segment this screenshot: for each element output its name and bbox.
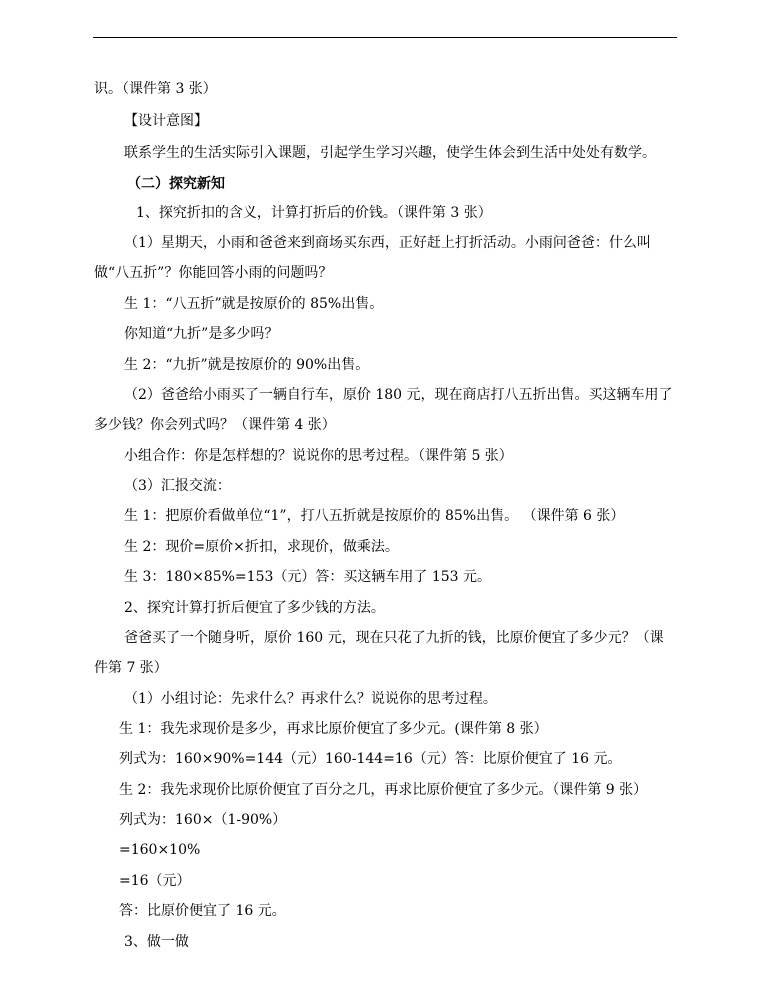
text-line: 小组合作：你是怎样想的？说说你的思考过程。（课件第 5 张） [124, 448, 513, 464]
text-line: 答：比原价便宜了 16 元。 [119, 903, 286, 919]
text-line: 生 1：把原价看做单位“1”，打八五折就是按原价的 85%出售。 （课件第 6 张） [124, 508, 625, 524]
text-line: （1）小组讨论：先求什么？再求什么？说说你的思考过程。 [124, 691, 497, 707]
text-line: （1）星期天，小雨和爸爸来到商场买东西，正好赶上打折活动。小雨问爸爸：什么叫 [124, 235, 651, 251]
text-line: 识。（课件第 3 张） [94, 81, 217, 97]
text-line: 生 1：“八五折”就是按原价的 85%出售。 [124, 296, 384, 312]
text-line: 1、探究折扣的含义，计算打折后的价钱。（课件第 3 张） [136, 205, 492, 221]
text-line: 2、探究计算打折后便宜了多少钱的方法。 [124, 600, 385, 616]
text-line: =160×10% [119, 842, 201, 858]
text-line: 你知道“九折”是多少吗？ [124, 326, 279, 342]
text-line: 3、做一做 [124, 934, 189, 950]
text-line: 做“八五折”？你能回答小雨的问题吗？ [94, 265, 333, 281]
text-line: 多少钱？你会列式吗？（课件第 4 张） [94, 417, 336, 433]
text-line: 生 2：“九折”就是按原价的 90%出售。 [124, 357, 370, 373]
text-line: 生 2：现价=原价×折扣，求现价，做乘法。 [124, 539, 399, 555]
text-line: =16（元） [119, 873, 191, 889]
text-line: （3）汇报交流： [124, 478, 231, 494]
text-line: 生 1：我先求现价是多少，再求比原价便宜了多少元。(课件第 8 张） [119, 721, 548, 737]
text-line: 列式为：160×90%=144（元）160-144=16（元）答：比原价便宜了 16 元。 [119, 751, 622, 767]
text-line: 联系学生的生活实际引入课题，引起学生学习兴趣，使学生体会到生活中处处有数学。 [124, 145, 656, 161]
section-heading: （二）探究新知 [127, 176, 225, 192]
text-line: 件第 7 张） [94, 660, 168, 676]
section-heading: 【设计意图】 [124, 113, 208, 129]
text-line: 爸爸买了一个随身听，原价 160 元，现在只花了九折的钱，比原价便宜了多少元？（课 [124, 630, 664, 646]
text-line: 生 2：我先求现价比原价便宜了百分之几，再求比原价便宜了多少元。（课件第 9 张） [119, 782, 648, 798]
text-line: 生 3：180×85%=153（元）答：买这辆车用了 153 元。 [124, 569, 492, 585]
header-rule [93, 37, 677, 38]
text-line: （2）爸爸给小雨买了一辆自行车，原价 180 元，现在商店打八五折出售。买这辆车用了 [124, 387, 673, 403]
text-line: 列式为：160×（1-90%） [119, 812, 287, 828]
